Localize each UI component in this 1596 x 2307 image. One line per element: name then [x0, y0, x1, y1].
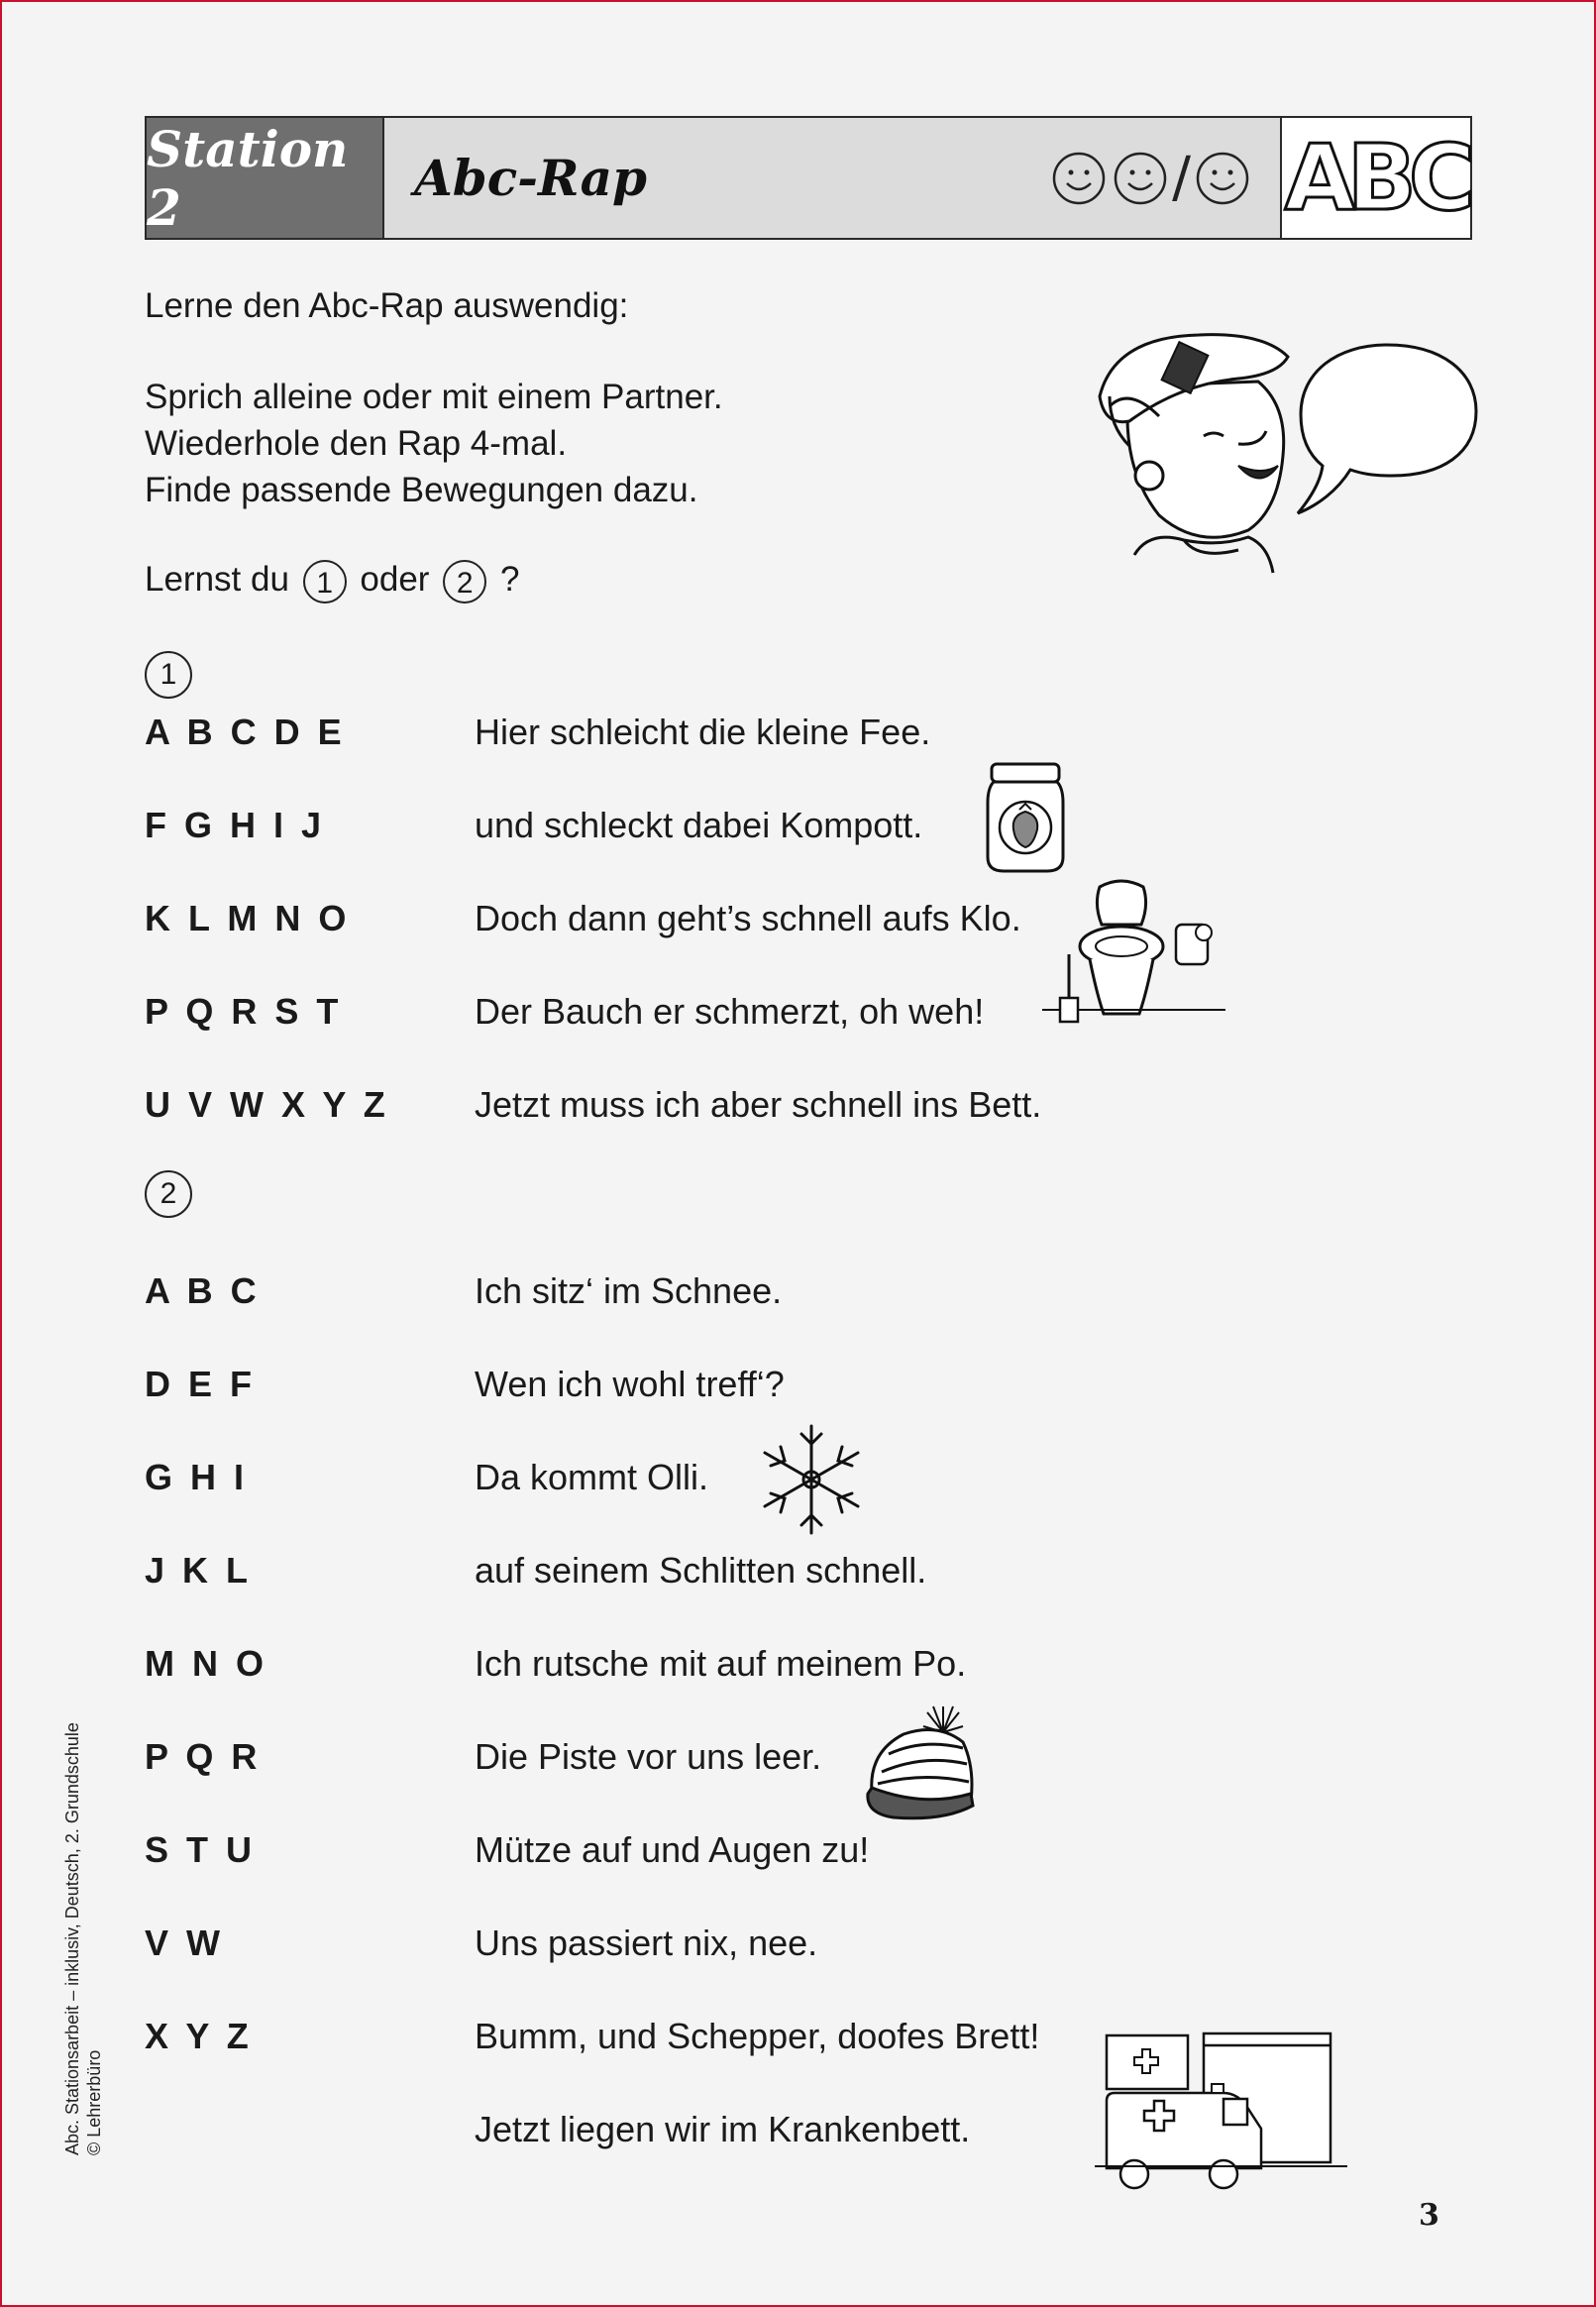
rap-line: Jetzt muss ich aber schnell ins Bett.	[475, 1084, 1042, 1125]
rap-letters: U V W X Y Z	[145, 1084, 389, 1125]
rap-line: Doch dann geht’s schnell aufs Klo.	[475, 898, 1021, 938]
rap-line: Die Piste vor uns leer.	[475, 1736, 822, 1777]
instruction-line: Sprich alleine oder mit einem Partner.	[145, 378, 723, 416]
instruction-line: Finde passende Bewegungen dazu.	[145, 471, 698, 509]
rap-line: Wen ich wohl treff‘?	[475, 1364, 785, 1404]
rap-letters: P Q R	[145, 1736, 262, 1777]
rap-line: Mütze auf und Augen zu!	[475, 1829, 870, 1870]
abc-logo-box	[1280, 118, 1470, 238]
abc-logo: ABC	[1284, 125, 1468, 231]
question-text: Lernst du	[145, 560, 289, 599]
question-text: ?	[499, 560, 520, 599]
rap-letters: A B C	[145, 1270, 261, 1311]
station-header	[145, 116, 1472, 240]
instruction-line: Wiederhole den Rap 4-mal.	[145, 424, 568, 463]
option-1-circle: 1	[303, 560, 347, 604]
smiley-icon	[1051, 151, 1107, 206]
rap-letters: X Y Z	[145, 2016, 253, 2056]
rap-line: auf seinem Schlitten schnell.	[475, 1550, 927, 1591]
copyright-line: © Lehrerbüro	[84, 2049, 104, 2155]
smiley-icon	[1113, 151, 1168, 206]
rap-line: Jetzt liegen wir im Krankenbett.	[475, 2109, 971, 2149]
rap-line: Der Bauch er schmerzt, oh weh!	[475, 991, 985, 1032]
jam-jar-icon	[984, 758, 1068, 877]
rap-letters: F G H I J	[145, 805, 326, 845]
rap-letters: J K L	[145, 1550, 253, 1591]
page-title: Abc-Rap	[414, 149, 648, 207]
speech-bubble-icon	[1293, 337, 1481, 525]
copyright-sidebar	[61, 1722, 105, 2155]
section-1-marker: 1	[145, 651, 192, 699]
question-text: oder	[360, 560, 430, 599]
rap-line: und schleckt dabei Kompott.	[475, 805, 923, 845]
rap-letters: D E F	[145, 1364, 257, 1404]
difficulty-smileys	[1051, 118, 1280, 238]
rap-letters: S T U	[145, 1829, 257, 1870]
rap-letters: M N O	[145, 1643, 267, 1684]
page-number: 3	[1419, 2198, 1439, 2233]
snowflake-icon	[759, 1420, 864, 1539]
toilet-icon	[1042, 875, 1225, 1044]
instruction-line: Lerne den Abc-Rap auswendig:	[145, 286, 629, 325]
slash-separator: /	[1172, 146, 1191, 210]
rap-line: Hier schleicht die kleine Fee.	[475, 712, 931, 752]
rap-line: Da kommt Olli.	[475, 1457, 709, 1497]
rap-letters: V W	[145, 1922, 224, 1963]
rap-line: Bumm, und Schepper, doofes Brett!	[475, 2016, 1040, 2056]
rap-letters: A B C D E	[145, 712, 346, 752]
choice-question	[145, 556, 723, 604]
rap-line: Ich sitz‘ im Schnee.	[475, 1270, 783, 1311]
section-2-marker: 2	[145, 1170, 192, 1218]
wool-hat-icon	[864, 1703, 978, 1821]
smiley-icon	[1195, 151, 1250, 206]
rap-letters: K L M N O	[145, 898, 351, 938]
boy-with-cap-icon	[1090, 327, 1318, 580]
instructions	[145, 282, 723, 604]
rap-letters: P Q R S T	[145, 991, 343, 1032]
source-line: Abc. Stationsarbeit – inklusiv, Deutsch, 2. Grundschule	[62, 1722, 82, 2155]
ambulance-icon	[1095, 2030, 1347, 2193]
station-label: Station 2	[147, 118, 384, 238]
rap-line: Uns passiert nix, nee.	[475, 1922, 818, 1963]
option-2-circle: 2	[443, 560, 486, 604]
rap-letters: G H I	[145, 1457, 249, 1497]
rap-line: Ich rutsche mit auf meinem Po.	[475, 1643, 967, 1684]
